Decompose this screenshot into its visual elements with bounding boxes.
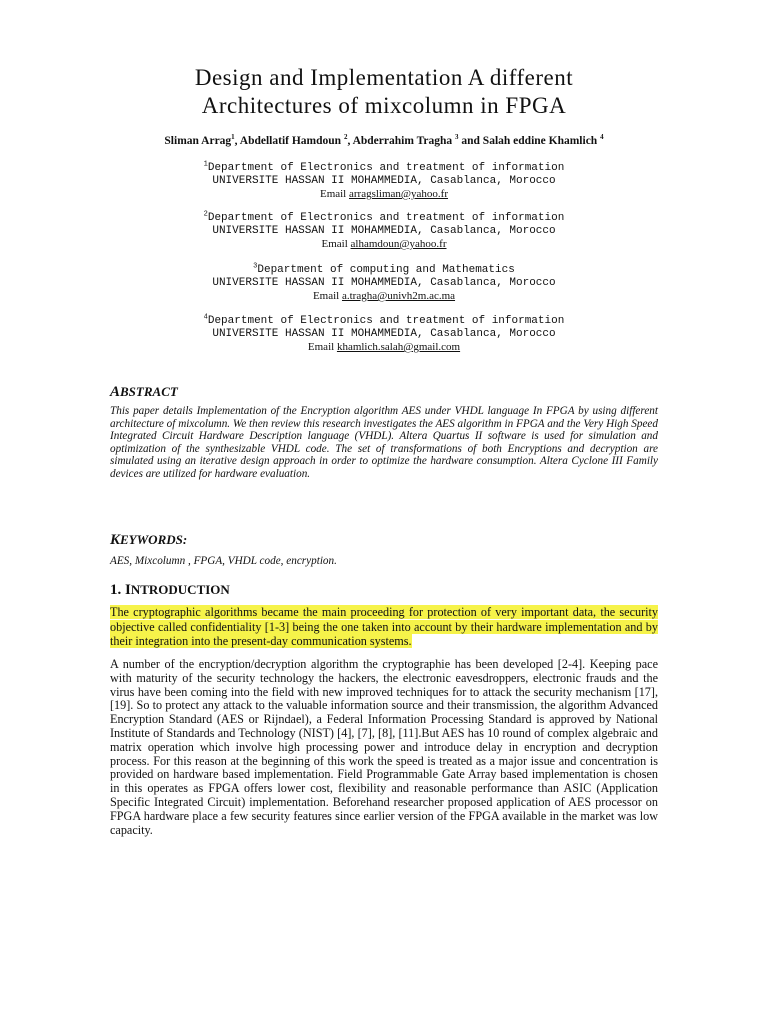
affiliation-2 — [110, 212, 658, 251]
affiliation-1 — [110, 162, 658, 201]
introduction-heading-initial: I — [125, 582, 131, 598]
affiliation-1-email-label: Email — [319, 188, 349, 200]
affiliation-4-email-label: Email — [307, 341, 337, 353]
affiliation-3-email-link[interactable]: a.tragha@univh2m.ac.ma — [341, 290, 456, 302]
keywords-heading-initial: K — [110, 532, 121, 548]
affiliation-4-sup: 4 — [203, 313, 208, 322]
affiliation-4-dept: Department of Electronics and treatment of information — [207, 315, 565, 327]
affiliation-2-univ: UNIVERSITE HASSAN II MOHAMMEDIA, Casablanca, Morocco — [212, 225, 556, 237]
affiliation-1-dept: Department of Electronics and treatment of information — [207, 162, 565, 174]
affiliation-4-email-link[interactable]: khamlich.salah@gmail.com — [336, 341, 461, 353]
keywords-text: AES, Mixcolumn , FPGA, VHDL code, encryption. — [110, 555, 337, 567]
affiliation-3-univ: UNIVERSITE HASSAN II MOHAMMEDIA, Casablanca, Morocco — [212, 277, 556, 289]
author-2-sup: 2 — [343, 133, 348, 142]
affiliation-3-sup: 3 — [253, 262, 258, 271]
abstract-heading-initial: A — [110, 384, 121, 400]
affiliation-1-email-link[interactable]: arragsliman@yahoo.fr — [349, 188, 449, 200]
affiliation-2-email-link[interactable]: alhamdoun@yahoo.fr — [350, 238, 447, 250]
author-2: , Abdellatif Hamdoun — [234, 135, 344, 147]
introduction-body-paragraph: A number of the encryption/decryption algorithm the cryptographie has been developed [2-4]. Keeping pace with maturity of the security technology the hackers, the electronic eavesdroppers, electronic frauds and the virus have been coming into the field with new improved techniques for to attack the security mechanism [17], [19]. So to protect any attack to the valuable information source and their transmission, the algorithm Advanced Encryption Standard (AES or Rijndael), a Federal Information Processing Standard is approved by National Institute of Standards and Technology (NIST) [4], [7], [8], [11].But AES has 10 round of complex algebraic and matrix operation which involve high processing power and introduce delay in encryption and decryption process. For this reason at the beginning of this work the speed is treated as a major issue and concentration is provided on hardware based implementation. Field Programmable Gate Array based implementation is chosen in this operates as FPGA offers lower cost, flexibility and reasonable performance than ASIC (Application Specific Integrated Circuit) implementation. Beforehand researcher proposed application of AES processor on FPGA hardware place a few security features since earlier version of the FPGA available in the market was low capacity. — [110, 657, 658, 837]
paper-title — [110, 64, 658, 120]
title-line-2: Architectures of mixcolumn in FPGA — [201, 93, 567, 118]
abstract-text: This paper details Implementation of the Encryption algorithm AES under VHDL language In FPGA by using different architecture of mixcolumn. We then review this research investigates the AES algorithm in FPGA and the Very High Speed Integrated Circuit Hardware Description language (VHDL). Altera Quartus II software is used for simulation and optimization of the synthesizable VHDL code. The set of transformations of both Encryptions and decryption are simulated using an iterative design approach in order to optimize the hardware consumption. Altera Cyclone III Family devices are utilized for hardware evaluation. — [110, 405, 658, 480]
author-list — [110, 135, 658, 147]
introduction-heading — [110, 582, 230, 599]
introduction-heading-number: 1. — [110, 582, 125, 598]
keywords-heading-rest: EYWORDS: — [120, 532, 188, 547]
abstract-heading — [110, 384, 178, 401]
author-3: , Abderrahim Tragha — [347, 135, 456, 147]
author-4-sup: 4 — [600, 133, 604, 142]
abstract-heading-rest: BSTRACT — [120, 384, 178, 399]
affiliation-2-email-label: Email — [321, 238, 351, 250]
affiliation-4 — [110, 315, 658, 354]
author-1: Sliman Arrag — [164, 135, 232, 147]
affiliation-1-sup: 1 — [203, 160, 208, 169]
title-line-1: Design and Implementation A different — [194, 65, 574, 90]
keywords-heading — [110, 532, 187, 549]
affiliation-2-sup: 2 — [203, 210, 208, 219]
author-1-sup: 1 — [231, 133, 235, 142]
affiliation-1-univ: UNIVERSITE HASSAN II MOHAMMEDIA, Casablanca, Morocco — [212, 175, 556, 187]
affiliation-2-dept: Department of Electronics and treatment of information — [207, 212, 565, 224]
introduction-highlighted-paragraph — [110, 605, 658, 649]
affiliation-3-dept: Department of computing and Mathematics — [257, 264, 515, 276]
highlighted-text: The cryptographic algorithms became the main proceeding for protection of very important data, the security objective called confidentiality [1-3] being the one taken into account by their hardware implementation and by their integration into the present-day communication systems. — [110, 605, 658, 648]
introduction-heading-rest: NTRODUCTION — [130, 582, 230, 597]
affiliation-3 — [110, 264, 658, 303]
affiliation-4-univ: UNIVERSITE HASSAN II MOHAMMEDIA, Casablanca, Morocco — [212, 328, 556, 340]
affiliation-3-email-label: Email — [312, 290, 342, 302]
author-3-sup: 3 — [455, 133, 459, 142]
author-4: and Salah eddine Khamlich — [458, 135, 601, 147]
